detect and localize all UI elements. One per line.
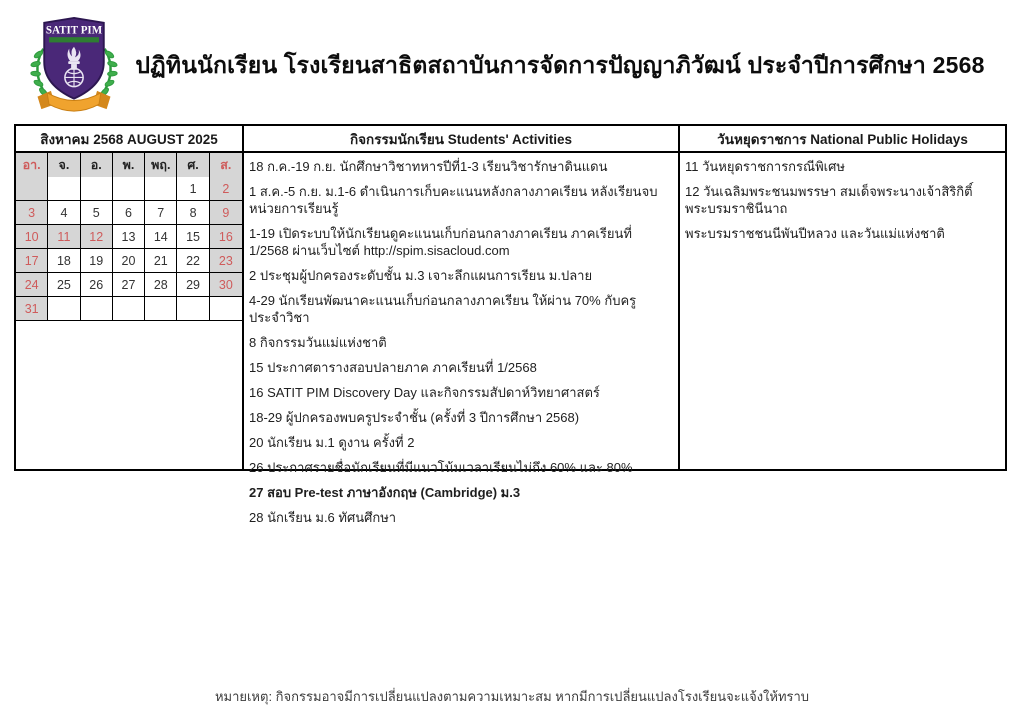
calendar-grid	[16, 153, 242, 321]
calendar-day-cell	[210, 297, 242, 321]
activity-item: 16 SATIT PIM Discovery Day และกิจกรรมสัปดาห์วิทยาศาสตร์	[249, 385, 600, 400]
holidays-header: วันหยุดราชการ National Public Holidays	[680, 126, 1005, 153]
holiday-item: พระบรมราชชนนีพันปีหลวง และวันแม่แห่งชาติ	[685, 226, 945, 241]
calendar-day-cell: 25	[48, 273, 80, 297]
calendar-day-cell: 23	[210, 249, 242, 273]
calendar-day-cell	[48, 177, 80, 201]
calendar-day-cell: 13	[113, 225, 145, 249]
calendar-day-cell: 12	[81, 225, 113, 249]
calendar-day-header: พ.	[113, 153, 145, 178]
calendar-table	[14, 124, 1007, 525]
holiday-item: 12 วันเฉลิมพระชนมพรรษา สมเด็จพระนางเจ้าสิริกิติ์พระบรมราชินีนาถ	[685, 184, 973, 216]
calendar-day-cell: 27	[113, 273, 145, 297]
calendar-day-cell: 31	[16, 297, 48, 321]
calendar-day-cell: 30	[210, 273, 242, 297]
logo-school-name: SATIT PIM	[45, 24, 103, 37]
calendar-day-cell	[145, 177, 177, 201]
calendar-day-cell	[81, 177, 113, 201]
calendar-day-cell: 2	[210, 177, 242, 201]
calendar-day-cell: 3	[16, 201, 48, 225]
activity-item: 4-29 นักเรียนพัฒนาคะแนนเก็บก่อนกลางภาคเรียน ให้ผ่าน 70% กับครูประจำวิชา	[249, 293, 637, 325]
activity-item: 20 นักเรียน ม.1 ดูงาน ครั้งที่ 2	[249, 435, 415, 450]
activity-item: 15 ประกาศตารางสอบปลายภาค ภาคเรียนที่ 1/2568	[249, 360, 537, 375]
calendar-day-cell: 22	[177, 249, 209, 273]
footer-note: หมายเหตุ: กิจกรรมอาจมีการเปลี่ยนแปลงตามความเหมาะสม หากมีการเปลี่ยนแปลงโรงเรียนจะแจ้งให้ทราบ	[214, 689, 810, 704]
activity-item: 18-29 ผู้ปกครองพบครูประจำชั้น (ครั้งที่ 3 ปีการศึกษา 2568)	[249, 410, 580, 425]
calendar-day-header: อ.	[81, 153, 113, 178]
calendar-day-cell: 8	[177, 201, 209, 225]
calendar-day-cell	[177, 297, 209, 321]
activity-item: 28 นักเรียน ม.6 ทัศนศึกษา	[249, 510, 397, 525]
calendar-day-cell	[113, 297, 145, 321]
holidays-column	[680, 126, 1005, 469]
activity-item: 18 ก.ค.-19 ก.ย. นักศึกษาวิชาทหารปีที่1-3 เรียนวิชารักษาดินแดน	[249, 159, 608, 174]
calendar-day-cell: 16	[210, 225, 242, 249]
activity-item: 26 ประกาศรายชื่อนักเรียนที่มีแนวโน้มเวลาเรียนไม่ถึง 60% และ 80%	[249, 460, 633, 475]
calendar-day-cell: 17	[16, 249, 48, 273]
calendar-day-cell: 6	[113, 201, 145, 225]
calendar-day-cell: 14	[145, 225, 177, 249]
calendar-day-cell: 15	[177, 225, 209, 249]
page-title: ปฏิทินนักเรียน โรงเรียนสาธิตสถาบันการจัดการปัญญาภิวัฒน์ ประจำปีการศึกษา 2568	[135, 52, 985, 78]
month-header: สิงหาคม 2568 AUGUST 2025	[16, 126, 242, 153]
activity-item: 1 ส.ค.-5 ก.ย. ม.1-6 ดำเนินการเก็บคะแนนหลังกลางภาคเรียน หลังเรียนจบหน่วยการเรียนรู้	[249, 184, 658, 216]
calendar-empty-area	[16, 321, 242, 469]
calendar-day-cell: 20	[113, 249, 145, 273]
calendar-day-header: จ.	[48, 153, 80, 178]
calendar-day-cell: 19	[81, 249, 113, 273]
shield-icon	[44, 18, 104, 99]
calendar-day-cell	[16, 177, 48, 201]
calendar-day-cell: 7	[145, 201, 177, 225]
calendar-day-cell	[81, 297, 113, 321]
calendar-day-cell: 11	[48, 225, 80, 249]
calendar-day-cell	[113, 177, 145, 201]
calendar-day-header: ศ.	[177, 153, 209, 178]
calendar-day-cell: 28	[145, 273, 177, 297]
calendar-day-cell: 21	[145, 249, 177, 273]
calendar-day-cell: 5	[81, 201, 113, 225]
activities-header: กิจกรรมนักเรียน Students' Activities	[244, 126, 678, 153]
calendar-day-cell: 1	[177, 177, 209, 201]
calendar-day-cell: 24	[16, 273, 48, 297]
calendar-day-header: อา.	[16, 153, 48, 178]
calendar-day-cell: 18	[48, 249, 80, 273]
calendar-day-header: พฤ.	[145, 153, 177, 178]
calendar-day-cell: 10	[16, 225, 48, 249]
holiday-item: 11 วันหยุดราชการกรณีพิเศษ	[685, 159, 845, 174]
calendar-day-header: ส.	[210, 153, 242, 178]
activity-item: 2 ประชุมผู้ปกครองระดับชั้น ม.3 เจาะลึกแผนการเรียน ม.ปลาย	[249, 268, 593, 283]
holidays-list	[680, 153, 1005, 469]
activity-item: 8 กิจกรรมวันแม่แห่งชาติ	[249, 335, 387, 350]
month-calendar-column	[16, 126, 244, 469]
calendar-day-cell	[48, 297, 80, 321]
calendar-day-cell	[145, 297, 177, 321]
calendar-day-cell: 9	[210, 201, 242, 225]
activities-list	[244, 153, 678, 536]
calendar-day-cell: 4	[48, 201, 80, 225]
calendar-day-cell: 29	[177, 273, 209, 297]
activity-item: 27 สอบ Pre-test ภาษาอังกฤษ (Cambridge) ม.3	[249, 485, 521, 500]
activity-item: 1-19 เปิดระบบให้นักเรียนดูคะแนนเก็บก่อนกลางภาคเรียน ภาคเรียนที่ 1/2568 ผ่านเว็บไซต์ http://spim.sisacloud.com	[249, 226, 632, 258]
calendar-day-cell: 26	[81, 273, 113, 297]
activities-column	[244, 126, 680, 525]
